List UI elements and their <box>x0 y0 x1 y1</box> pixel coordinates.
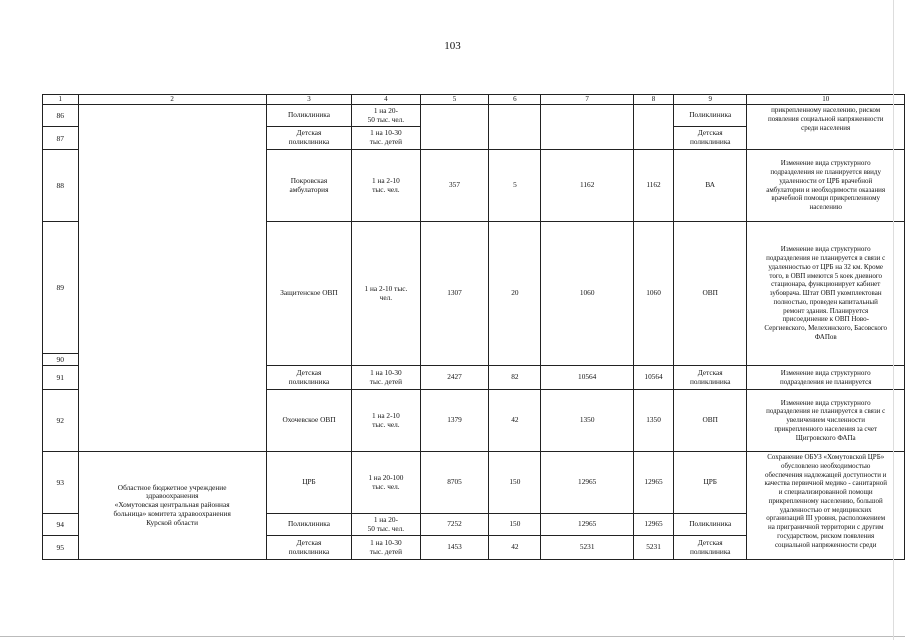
comment-line: того, в ОВП имеются 5 коек дневного <box>769 271 883 280</box>
comment-line: Изменение вида структурного <box>780 398 871 407</box>
row-number: 92 <box>43 390 79 452</box>
value-cell: 12965 <box>634 452 674 514</box>
comment-line: присоединение к ОВП Ново- <box>782 315 869 324</box>
value-cell: 2427 <box>420 366 489 390</box>
value-cell <box>634 105 674 150</box>
row-number: 93 <box>43 452 79 514</box>
comment-line: и специализированной помощи <box>778 488 873 496</box>
org-name-line: больница» комитета здравоохранения <box>113 508 231 518</box>
value-cell: 1453 <box>420 536 489 560</box>
norm-cell: 1 на 20- 50 тыс. чел. <box>352 514 420 536</box>
type-cell: Детская поликлиника <box>674 366 747 390</box>
comment-line: Изменение вида структурного <box>780 159 871 168</box>
page-bottom-edge <box>0 636 905 637</box>
comment-line: полностью, проведен капитальный <box>773 297 878 306</box>
org-cell-empty <box>78 105 266 452</box>
value-cell: 1379 <box>420 390 489 452</box>
unit-type-cell: Покровская амбулатория <box>266 150 352 222</box>
norm-cell: 1 на 20-100 тыс. чел. <box>352 452 420 514</box>
row-number: 94 <box>43 514 79 536</box>
table-row <box>43 105 905 127</box>
comment-line: ФАПов <box>814 332 837 341</box>
value-cell: 8705 <box>420 452 489 514</box>
table-row <box>43 452 905 514</box>
page-right-edge <box>893 0 894 640</box>
header-cell: 7 <box>541 95 634 105</box>
comment-line: прикрепленному населению, риском <box>771 106 881 114</box>
value-cell: 1350 <box>634 390 674 452</box>
norm-cell: 1 на 2-10 тыс. чел. <box>352 150 420 222</box>
unit-type-cell: Охочевское ОВП <box>266 390 352 452</box>
unit-type-cell: Защитенское ОВП <box>266 222 352 366</box>
org-name-line: «Хомутовская центральная районная <box>114 500 230 510</box>
value-cell <box>541 105 634 150</box>
comment-line: подразделения не планируется в связи с <box>766 407 886 416</box>
comment-line: прикрепленному населению, большой <box>768 496 883 505</box>
header-cell: 4 <box>352 95 420 105</box>
value-cell: 150 <box>489 514 541 536</box>
type-cell: Поликлиника <box>674 105 747 127</box>
type-cell: ОВП <box>674 390 747 452</box>
org-name-cell <box>78 452 266 560</box>
value-cell: 1307 <box>420 222 489 366</box>
value-cell: 82 <box>489 366 541 390</box>
value-cell: 20 <box>489 222 541 366</box>
type-cell: ВА <box>674 150 747 222</box>
header-cell: 3 <box>266 95 352 105</box>
comment-cell <box>747 222 905 366</box>
value-cell: 42 <box>489 536 541 560</box>
value-cell: 10564 <box>634 366 674 390</box>
comment-line: обеспечения надлежащей доступности и <box>764 470 887 479</box>
comment-line: организаций III уровня, расположением <box>766 514 886 523</box>
header-cell: 2 <box>78 95 266 105</box>
value-cell: 12965 <box>541 452 634 514</box>
comment-line: зубоврача. Штат ОВП укомплектован <box>769 289 882 298</box>
value-cell: 5 <box>489 150 541 222</box>
header-cell: 10 <box>747 95 905 105</box>
comment-line: Сергиевского, Мелехинского, Басовского <box>764 324 888 333</box>
comment-line: подразделения не планируется <box>780 377 872 386</box>
type-cell: Детская поликлиника <box>674 127 747 150</box>
comment-line: обусловлено необходимостью <box>781 461 871 470</box>
comment-line: подразделения не планируется ввиду <box>770 168 881 176</box>
org-name-line: Областное бюджетное учреждение <box>117 482 227 492</box>
unit-type-cell: Детская поликлиника <box>266 536 352 560</box>
unit-type-cell: Поликлиника <box>266 105 352 127</box>
comment-cell <box>747 105 905 150</box>
header-row <box>43 95 905 105</box>
comment-line: прикрепленного населения за счет <box>774 424 878 433</box>
value-cell <box>489 105 541 150</box>
value-cell: 42 <box>489 390 541 452</box>
comment-line: среди населения <box>801 123 851 132</box>
comment-line: качества первичной медико - санитарной <box>764 479 887 488</box>
value-cell: 10564 <box>541 366 634 390</box>
comment-line: населению <box>809 203 842 211</box>
norm-cell: 1 на 10-30 тыс. детей <box>352 366 420 390</box>
header-cell: 6 <box>489 95 541 105</box>
comment-line: врачебной помощи прикрепленному <box>771 194 881 203</box>
row-number: 91 <box>43 366 79 390</box>
norm-cell: 1 на 20- 50 тыс. чел. <box>352 105 420 127</box>
comment-line: Щигровского ФАПа <box>795 433 856 442</box>
comment-line: подразделения не планируется в связи с <box>766 254 886 263</box>
unit-type-cell: ЦРБ <box>266 452 352 514</box>
comment-cell <box>747 390 905 452</box>
unit-type-cell: Детская поликлиника <box>266 366 352 390</box>
value-cell: 1060 <box>634 222 674 366</box>
page-number: 103 <box>444 40 461 52</box>
data-table <box>42 94 905 560</box>
norm-cell: 1 на 2-10 тыс. чел. <box>352 390 420 452</box>
value-cell <box>420 105 489 150</box>
comment-line: Изменение вида структурного <box>780 368 871 377</box>
comment-line: Сохранение ОБУЗ «Хомутовской ЦРБ» <box>767 453 885 461</box>
comment-line: стационара, функционирует кабинет <box>771 280 881 289</box>
header-cell: 5 <box>420 95 489 105</box>
comment-line: удаленностью от медицинских <box>779 505 872 514</box>
type-cell: ЦРБ <box>674 452 747 514</box>
value-cell: 5231 <box>541 536 634 560</box>
value-cell: 150 <box>489 452 541 514</box>
type-cell: Детская поликлиника <box>674 536 747 560</box>
comment-line: амбулатории и необходимости оказания <box>766 185 886 194</box>
comment-line: социальной напряженности среди <box>774 540 877 549</box>
header-cell: 8 <box>634 95 674 105</box>
value-cell: 12965 <box>634 514 674 536</box>
row-number: 90 <box>43 354 79 366</box>
value-cell: 5231 <box>634 536 674 560</box>
org-name-line: Курской области <box>146 517 199 527</box>
row-number: 95 <box>43 536 79 560</box>
comment-line: удаленностью от ЦРБ на 32 км. Кроме <box>768 262 883 271</box>
row-number: 87 <box>43 127 79 150</box>
value-cell: 1060 <box>541 222 634 366</box>
type-cell: Поликлиника <box>674 514 747 536</box>
comment-line: на приграничной территории с другим <box>768 523 884 531</box>
comment-cell <box>747 452 905 560</box>
value-cell: 357 <box>420 150 489 222</box>
row-number: 88 <box>43 150 79 222</box>
comment-line: Изменение вида структурного <box>780 245 871 254</box>
org-name-line: здравоохранения <box>145 491 199 501</box>
header-cell: 9 <box>674 95 747 105</box>
unit-type-cell: Детская поликлиника <box>266 127 352 150</box>
comment-cell <box>747 150 905 222</box>
row-number: 86 <box>43 105 79 127</box>
comment-line: ремонт здания. Планируется <box>783 306 869 315</box>
comment-line: появления социальной напряженности <box>767 114 884 123</box>
comment-cell <box>747 366 905 390</box>
row-number: 89 <box>43 222 79 354</box>
comment-line: увеличением численности <box>786 416 865 425</box>
header-cell: 1 <box>43 95 79 105</box>
norm-cell: 1 на 10-30 тыс. детей <box>352 536 420 560</box>
value-cell: 12965 <box>541 514 634 536</box>
comment-line: удаленности от ЦРБ врачебной <box>779 176 873 185</box>
norm-cell: 1 на 10-30 тыс. детей <box>352 127 420 150</box>
type-cell: ОВП <box>674 222 747 366</box>
value-cell: 1350 <box>541 390 634 452</box>
norm-cell: 1 на 2-10 тыс. чел. <box>352 222 420 366</box>
value-cell: 7252 <box>420 514 489 536</box>
value-cell: 1162 <box>541 150 634 222</box>
unit-type-cell: Поликлиника <box>266 514 352 536</box>
value-cell: 1162 <box>634 150 674 222</box>
comment-line: государством, риском появления <box>777 531 875 540</box>
